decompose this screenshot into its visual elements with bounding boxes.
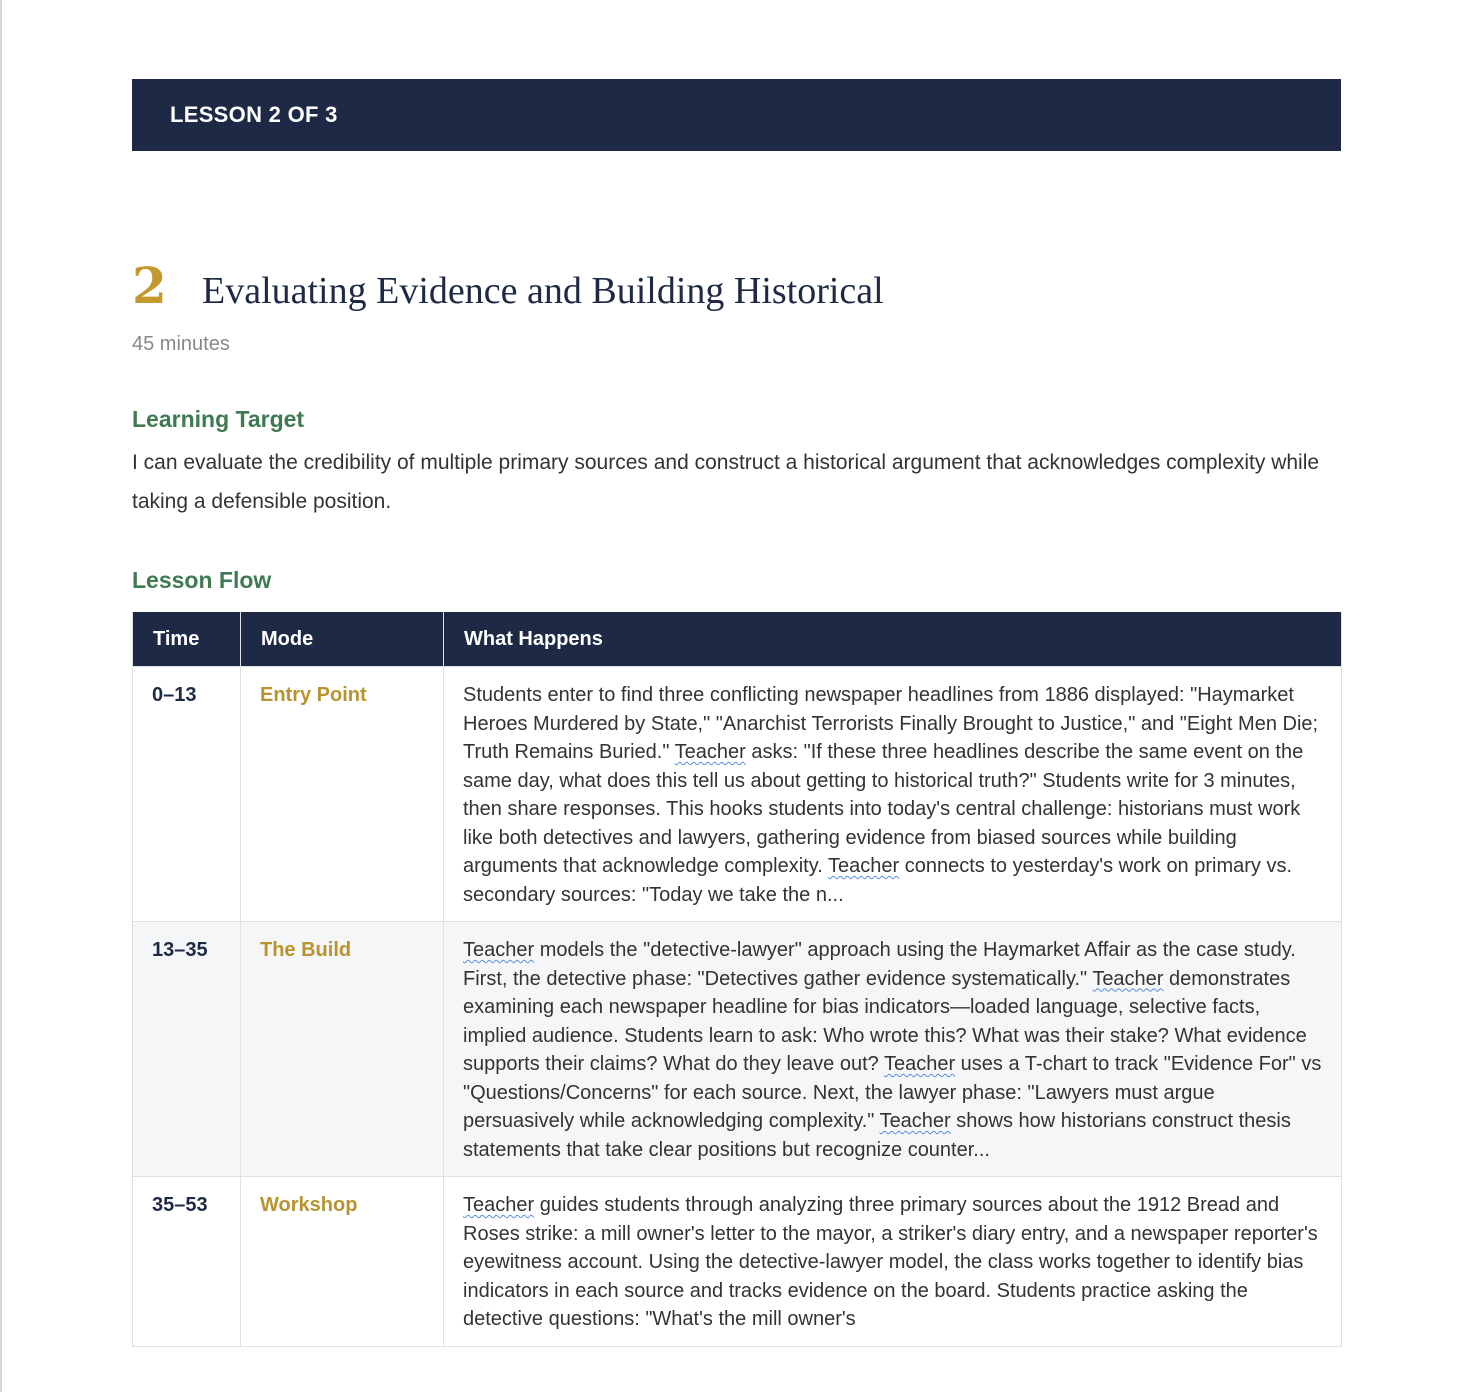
table-row [133, 667, 1342, 922]
lesson-page [132, 79, 1341, 1347]
column-header-mode: Mode [241, 612, 444, 667]
lesson-flow-heading: Lesson Flow [132, 567, 272, 593]
row-mode: Entry Point [241, 667, 444, 922]
lesson-title-row [132, 258, 1341, 314]
row-time: 13–35 [133, 922, 241, 1177]
table-row [133, 1177, 1342, 1347]
table-header-row [133, 612, 1342, 667]
learning-target-text: I can evaluate the credibility of multiple primary sources and construct a historical argument that acknowledges complexity while taking a defensible position. [132, 451, 1320, 513]
column-header-time: Time [133, 612, 241, 667]
row-mode: Workshop [241, 1177, 444, 1347]
column-header-what-happens: What Happens [444, 612, 1342, 667]
learning-target-heading: Learning Target [132, 406, 305, 432]
row-time: 0–13 [133, 667, 241, 922]
row-description: Students enter to find three conflicting newspaper headlines from 1886 displayed: "Haymarket Heroes Murdered by State," "Anarchist Terrorists Finally Brought to Justice," and "Eight Men Die; Truth Remains Buried." Teacher asks: "If these three headlines describe the same event on the same day, what does this tell us about getting to historical truth?" Students write for 3 minutes, then share responses. This hooks students into today's central challenge: historians must work like both detectives and lawyers, gathering evidence from biased sources while building arguments that acknowledge complexity. Teacher connects to yesterday's work on primary vs. secondary sources: "Today we take the n... [444, 667, 1342, 922]
lesson-duration: 45 minutes [132, 333, 230, 355]
row-description: Teacher models the "detective-lawyer" approach using the Haymarket Affair as the case study. First, the detective phase: "Detectives gather evidence systematically." Teacher demonstrates examining each newspaper headline for bias indicators—loaded language, selective facts, implied audience. Students learn to ask: Who wrote this? What was their stake? What evidence supports their claims? What do they leave out? Teacher uses a T-chart to track "Evidence For" vs "Questions/Concerns" for each source. Next, the lawyer phase: "Lawyers must argue persuasively while acknowledging complexity." Teacher shows how historians construct thesis statements that take clear positions but recognize counter... [444, 922, 1342, 1177]
row-mode: The Build [241, 922, 444, 1177]
row-time: 35–53 [133, 1177, 241, 1347]
lesson-number: 2 [132, 256, 167, 315]
lesson-title: Evaluating Evidence and Building Historical [202, 270, 884, 312]
lesson-banner-label: LESSON 2 OF 3 [170, 102, 338, 127]
row-description: Teacher guides students through analyzing three primary sources about the 1912 Bread and Roses strike: a mill owner's letter to the mayor, a striker's diary entry, and a newspaper reporter's eyewitness account. Using the detective-lawyer model, the class works together to identify bias indicators in each source and tracks evidence on the board. Students practice asking the detective questions: "What's the mill owner's [444, 1177, 1342, 1347]
page-left-border [0, 0, 2, 1392]
lesson-banner [132, 79, 1341, 151]
lesson-flow-table [132, 612, 1342, 1347]
table-row [133, 922, 1342, 1177]
